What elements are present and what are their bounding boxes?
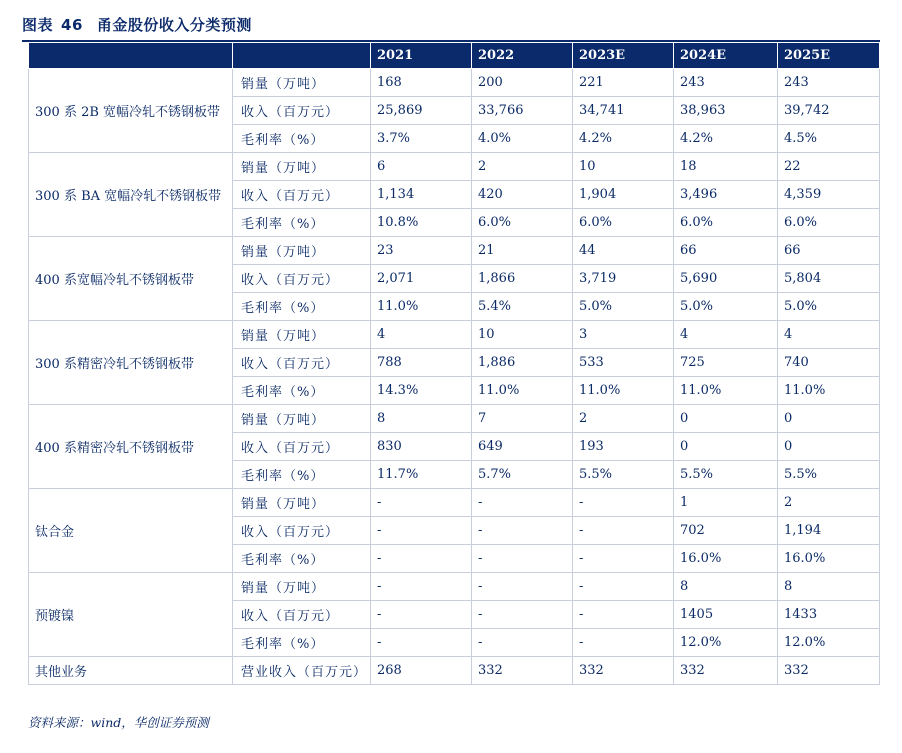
table-row bbox=[29, 489, 880, 517]
value-cell: 16.0% bbox=[778, 545, 880, 573]
value-cell: 38,963 bbox=[674, 97, 778, 125]
value-cell: 0 bbox=[778, 433, 880, 461]
value-cell: 33,766 bbox=[472, 97, 573, 125]
value-cell: 4.5% bbox=[778, 125, 880, 153]
value-cell: - bbox=[371, 517, 472, 545]
table-row bbox=[29, 237, 880, 265]
value-cell: 4.2% bbox=[573, 125, 674, 153]
value-cell: 4 bbox=[674, 321, 778, 349]
category-cell: 其他业务 bbox=[29, 657, 233, 685]
value-cell: - bbox=[573, 545, 674, 573]
metric-cell: 收入（百万元） bbox=[233, 433, 371, 461]
figure-label: 图表 bbox=[22, 16, 54, 34]
value-cell: - bbox=[371, 489, 472, 517]
value-cell: 168 bbox=[371, 69, 472, 97]
value-cell: 10 bbox=[573, 153, 674, 181]
value-cell: 3.7% bbox=[371, 125, 472, 153]
value-cell: 8 bbox=[371, 405, 472, 433]
value-cell: 5.0% bbox=[573, 293, 674, 321]
value-cell: 6.0% bbox=[573, 209, 674, 237]
figure-title bbox=[22, 14, 252, 36]
value-cell: 5.7% bbox=[472, 461, 573, 489]
table-row bbox=[29, 69, 880, 97]
value-cell: 332 bbox=[573, 657, 674, 685]
value-cell: 268 bbox=[371, 657, 472, 685]
table-row bbox=[29, 405, 880, 433]
table-row bbox=[29, 657, 880, 685]
metric-cell: 收入（百万元） bbox=[233, 517, 371, 545]
value-cell: - bbox=[472, 601, 573, 629]
table-header-row bbox=[29, 43, 880, 69]
metric-cell: 收入（百万元） bbox=[233, 601, 371, 629]
value-cell: 6 bbox=[371, 153, 472, 181]
category-cell: 300 系 BA 宽幅冷轧不锈钢板带 bbox=[29, 153, 233, 237]
header-blank-metric bbox=[233, 43, 371, 69]
value-cell: 200 bbox=[472, 69, 573, 97]
value-cell: - bbox=[573, 601, 674, 629]
metric-cell: 毛利率（%） bbox=[233, 629, 371, 657]
value-cell: 0 bbox=[674, 433, 778, 461]
metric-cell: 收入（百万元） bbox=[233, 181, 371, 209]
forecast-table bbox=[28, 42, 880, 685]
metric-cell: 销量（万吨） bbox=[233, 489, 371, 517]
category-cell: 预镀镍 bbox=[29, 573, 233, 657]
value-cell: 11.0% bbox=[472, 377, 573, 405]
header-year: 2021 bbox=[371, 43, 472, 69]
value-cell: 2 bbox=[472, 153, 573, 181]
value-cell: - bbox=[371, 573, 472, 601]
value-cell: 1433 bbox=[778, 601, 880, 629]
value-cell: 12.0% bbox=[778, 629, 880, 657]
value-cell: 5,690 bbox=[674, 265, 778, 293]
category-cell: 钛合金 bbox=[29, 489, 233, 573]
metric-cell: 毛利率（%） bbox=[233, 209, 371, 237]
header-blank-category bbox=[29, 43, 233, 69]
value-cell: 16.0% bbox=[674, 545, 778, 573]
value-cell: - bbox=[371, 601, 472, 629]
value-cell: 25,869 bbox=[371, 97, 472, 125]
value-cell: 1,134 bbox=[371, 181, 472, 209]
header-year: 2023E bbox=[573, 43, 674, 69]
metric-cell: 收入（百万元） bbox=[233, 349, 371, 377]
value-cell: - bbox=[371, 545, 472, 573]
value-cell: - bbox=[472, 489, 573, 517]
value-cell: 3,496 bbox=[674, 181, 778, 209]
value-cell: 1,194 bbox=[778, 517, 880, 545]
value-cell: 2 bbox=[573, 405, 674, 433]
value-cell: 66 bbox=[674, 237, 778, 265]
figure-number: 46 bbox=[61, 16, 83, 34]
value-cell: 7 bbox=[472, 405, 573, 433]
value-cell: - bbox=[472, 573, 573, 601]
value-cell: 533 bbox=[573, 349, 674, 377]
value-cell: 44 bbox=[573, 237, 674, 265]
value-cell: 5,804 bbox=[778, 265, 880, 293]
metric-cell: 销量（万吨） bbox=[233, 153, 371, 181]
value-cell: 14.3% bbox=[371, 377, 472, 405]
value-cell: 66 bbox=[778, 237, 880, 265]
table-row bbox=[29, 153, 880, 181]
value-cell: 5.0% bbox=[674, 293, 778, 321]
metric-cell: 销量（万吨） bbox=[233, 69, 371, 97]
value-cell: 11.0% bbox=[573, 377, 674, 405]
value-cell: 4 bbox=[371, 321, 472, 349]
value-cell: 332 bbox=[472, 657, 573, 685]
metric-cell: 毛利率（%） bbox=[233, 377, 371, 405]
value-cell: 11.0% bbox=[674, 377, 778, 405]
value-cell: 5.5% bbox=[573, 461, 674, 489]
value-cell: 6.0% bbox=[778, 209, 880, 237]
metric-cell: 销量（万吨） bbox=[233, 573, 371, 601]
value-cell: - bbox=[371, 629, 472, 657]
metric-cell: 毛利率（%） bbox=[233, 125, 371, 153]
value-cell: 243 bbox=[778, 69, 880, 97]
value-cell: - bbox=[573, 517, 674, 545]
value-cell: 4 bbox=[778, 321, 880, 349]
value-cell: 702 bbox=[674, 517, 778, 545]
value-cell: 6.0% bbox=[674, 209, 778, 237]
value-cell: 11.7% bbox=[371, 461, 472, 489]
value-cell: 5.5% bbox=[674, 461, 778, 489]
value-cell: 22 bbox=[778, 153, 880, 181]
value-cell: 193 bbox=[573, 433, 674, 461]
value-cell: 10 bbox=[472, 321, 573, 349]
value-cell: 3,719 bbox=[573, 265, 674, 293]
value-cell: 18 bbox=[674, 153, 778, 181]
value-cell: 11.0% bbox=[371, 293, 472, 321]
header-year: 2025E bbox=[778, 43, 880, 69]
value-cell: 8 bbox=[674, 573, 778, 601]
metric-cell: 销量（万吨） bbox=[233, 405, 371, 433]
category-cell: 300 系 2B 宽幅冷轧不锈钢板带 bbox=[29, 69, 233, 153]
value-cell: 2 bbox=[778, 489, 880, 517]
metric-cell: 收入（百万元） bbox=[233, 97, 371, 125]
value-cell: - bbox=[573, 573, 674, 601]
figure-caption: 甬金股份收入分类预测 bbox=[96, 16, 252, 34]
value-cell: 21 bbox=[472, 237, 573, 265]
value-cell: 5.0% bbox=[778, 293, 880, 321]
value-cell: 39,742 bbox=[778, 97, 880, 125]
value-cell: 2,071 bbox=[371, 265, 472, 293]
value-cell: 34,741 bbox=[573, 97, 674, 125]
value-cell: - bbox=[472, 517, 573, 545]
metric-cell: 销量（万吨） bbox=[233, 237, 371, 265]
value-cell: 1,904 bbox=[573, 181, 674, 209]
value-cell: 10.8% bbox=[371, 209, 472, 237]
table-row bbox=[29, 573, 880, 601]
value-cell: 3 bbox=[573, 321, 674, 349]
value-cell: 4,359 bbox=[778, 181, 880, 209]
value-cell: 11.0% bbox=[778, 377, 880, 405]
value-cell: 788 bbox=[371, 349, 472, 377]
value-cell: 332 bbox=[674, 657, 778, 685]
value-cell: - bbox=[573, 489, 674, 517]
value-cell: 649 bbox=[472, 433, 573, 461]
value-cell: 332 bbox=[778, 657, 880, 685]
value-cell: 5.5% bbox=[778, 461, 880, 489]
metric-cell: 毛利率（%） bbox=[233, 545, 371, 573]
metric-cell: 毛利率（%） bbox=[233, 461, 371, 489]
table-body bbox=[29, 69, 880, 685]
value-cell: 12.0% bbox=[674, 629, 778, 657]
header-year: 2022 bbox=[472, 43, 573, 69]
value-cell: 1,866 bbox=[472, 265, 573, 293]
value-cell: 0 bbox=[674, 405, 778, 433]
value-cell: 243 bbox=[674, 69, 778, 97]
value-cell: 23 bbox=[371, 237, 472, 265]
header-year: 2024E bbox=[674, 43, 778, 69]
metric-cell: 销量（万吨） bbox=[233, 321, 371, 349]
value-cell: - bbox=[573, 629, 674, 657]
value-cell: - bbox=[472, 545, 573, 573]
value-cell: 725 bbox=[674, 349, 778, 377]
metric-cell: 营业收入（百万元） bbox=[233, 657, 371, 685]
value-cell: 8 bbox=[778, 573, 880, 601]
category-cell: 400 系精密冷轧不锈钢板带 bbox=[29, 405, 233, 489]
category-cell: 300 系精密冷轧不锈钢板带 bbox=[29, 321, 233, 405]
value-cell: 740 bbox=[778, 349, 880, 377]
value-cell: 0 bbox=[778, 405, 880, 433]
value-cell: 221 bbox=[573, 69, 674, 97]
source-note: 资料来源：wind，华创证券预测 bbox=[28, 715, 209, 730]
value-cell: 5.4% bbox=[472, 293, 573, 321]
value-cell: 830 bbox=[371, 433, 472, 461]
metric-cell: 收入（百万元） bbox=[233, 265, 371, 293]
value-cell: 1405 bbox=[674, 601, 778, 629]
value-cell: 4.0% bbox=[472, 125, 573, 153]
value-cell: 6.0% bbox=[472, 209, 573, 237]
value-cell: 1 bbox=[674, 489, 778, 517]
category-cell: 400 系宽幅冷轧不锈钢板带 bbox=[29, 237, 233, 321]
value-cell: 1,886 bbox=[472, 349, 573, 377]
value-cell: 420 bbox=[472, 181, 573, 209]
value-cell: - bbox=[472, 629, 573, 657]
value-cell: 4.2% bbox=[674, 125, 778, 153]
metric-cell: 毛利率（%） bbox=[233, 293, 371, 321]
table-row bbox=[29, 321, 880, 349]
